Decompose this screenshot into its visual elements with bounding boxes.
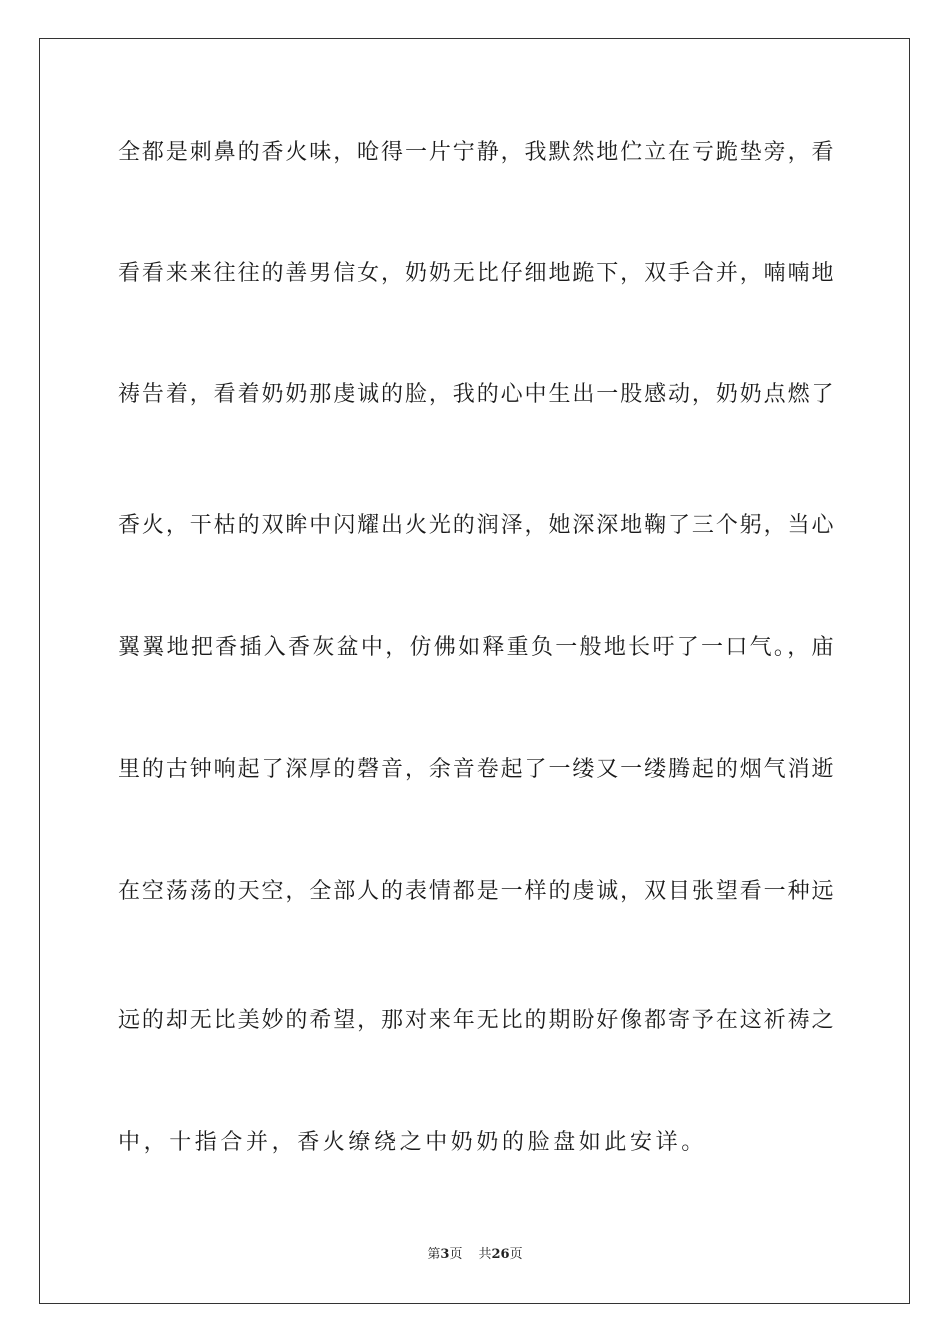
text-line-1: 全都是刺鼻的香火味，呛得一片宁静，我默然地伫立在亏跪垫旁，看 (118, 140, 834, 165)
text-line-9: 中，十指合并，香火缭绕之中奶奶的脸盘如此安详。 (118, 1130, 707, 1155)
total-page-count: 26 (491, 1247, 510, 1262)
text-line-3: 祷告着，看着奶奶那虔诚的脸，我的心中生出一股感动，奶奶点燃了 (118, 382, 834, 407)
page-footer (0, 1246, 950, 1264)
text-line-6: 里的古钟响起了深厚的磬音，余音卷起了一缕又一缕腾起的烟气消逝 (118, 757, 834, 782)
total-prefix: 共 (478, 1247, 492, 1262)
text-line-4: 香火，干枯的双眸中闪耀出火光的润泽，她深深地鞠了三个躬，当心 (118, 513, 834, 538)
text-line-7: 在空荡荡的天空，全部人的表情都是一样的虔诚，双目张望看一种远 (118, 879, 834, 904)
text-line-2: 看看来来往往的善男信女，奶奶无比仔细地跪下，双手合并，喃喃地 (118, 261, 834, 286)
text-line-5: 翼翼地把香插入香灰盆中，仿佛如释重负一般地长吁了一口气。，庙 (118, 635, 834, 660)
total-suffix: 页 (509, 1247, 523, 1262)
page-suffix: 页 (449, 1247, 463, 1262)
page-prefix: 第 (427, 1247, 441, 1262)
current-page-number: 3 (440, 1247, 450, 1262)
text-line-8: 远的却无比美妙的希望，那对来年无比的期盼好像都寄予在这祈祷之 (118, 1008, 834, 1033)
